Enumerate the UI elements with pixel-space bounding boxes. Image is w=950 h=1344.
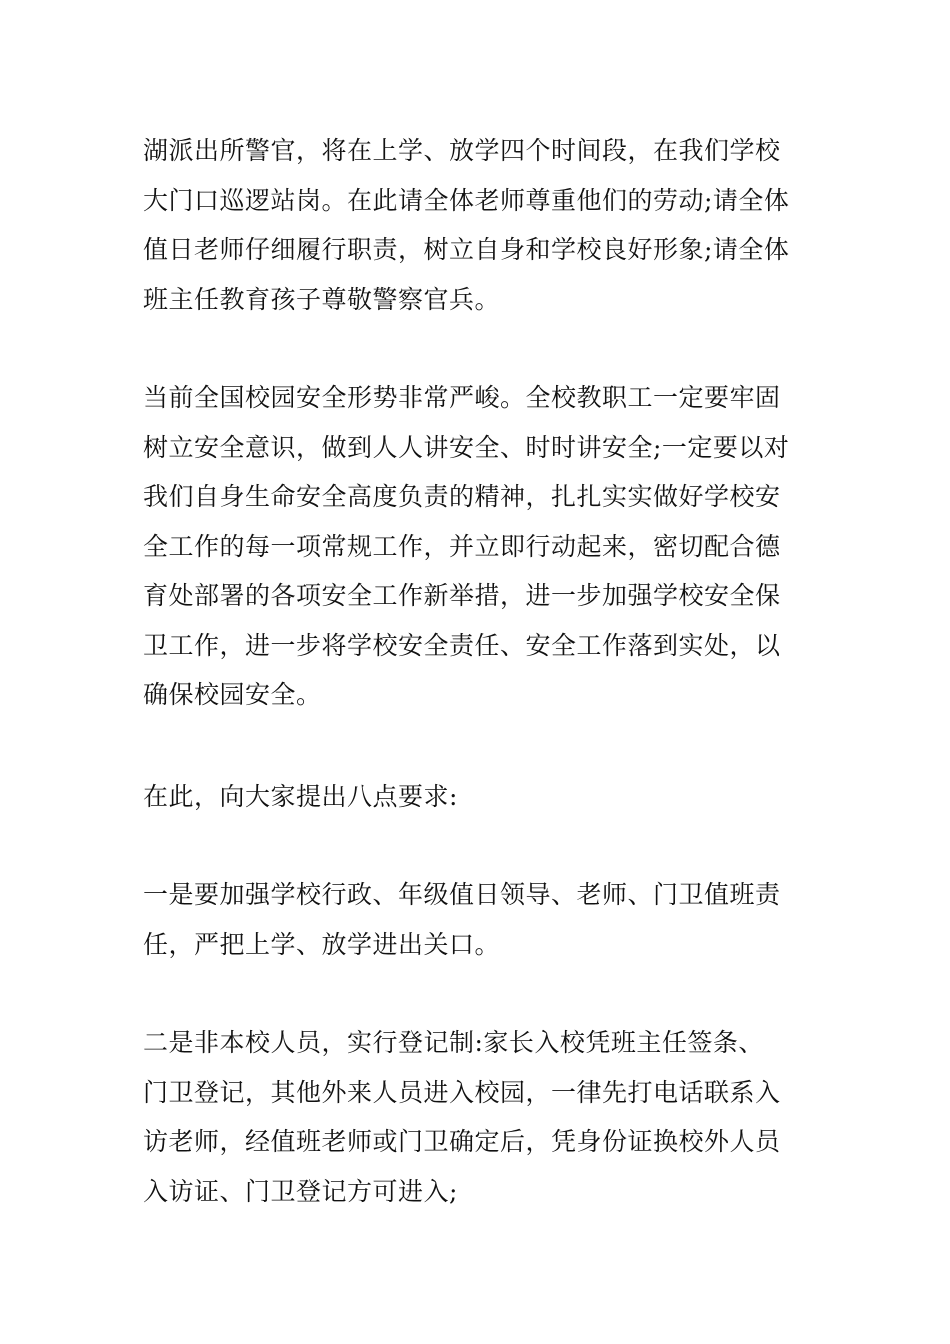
- text-line: 访老师，经值班老师或门卫确定后，凭身份证换校外人员: [143, 1127, 781, 1156]
- text-line: 我们自身生命安全高度负责的精神，扎扎实实做好学校安: [143, 482, 781, 511]
- text-line: 全工作的每一项常规工作，并立即行动起来，密切配合德: [143, 531, 781, 561]
- text-line: 一是要加强学校行政、年级值日领导、老师、门卫值班责: [143, 880, 781, 909]
- paragraph-5: [143, 1018, 813, 1216]
- paragraph-3: [143, 772, 813, 822]
- text-line: 入访证、门卫登记方可进入;: [143, 1176, 458, 1206]
- text-line: 育处部署的各项安全工作新举措，进一步加强学校安全保: [143, 581, 781, 610]
- text-line: 任，严把上学、放学进出关口。: [143, 929, 501, 959]
- paragraph-1: [143, 126, 813, 324]
- text-line: 在此，向大家提出八点要求:: [143, 782, 458, 811]
- paragraph-4: [143, 870, 813, 969]
- text-line: 卫工作，进一步将学校安全责任、安全工作落到实处，以: [143, 630, 781, 660]
- text-line: 当前全国校园安全形势非常严峻。全校教职工一定要牢固: [143, 383, 781, 412]
- text-line: 大门口巡逻站岗。在此请全体老师尊重他们的劳动;请全体: [143, 185, 790, 215]
- text-line: 班主任教育孩子尊敬警察官兵。: [143, 284, 501, 314]
- text-line: 确保校园安全。: [143, 680, 322, 709]
- text-line: 湖派出所警官，将在上学、放学四个时间段，在我们学校: [143, 136, 781, 165]
- text-line: 树立安全意识，做到人人讲安全、时时讲安全;一定要以对: [143, 432, 790, 462]
- paragraph-2: [143, 373, 813, 720]
- text-line: 门卫登记，其他外来人员进入校园，一律先打电话联系入: [143, 1077, 781, 1107]
- text-line: 二是非本校人员，实行登记制:家长入校凭班主任签条、: [143, 1028, 764, 1057]
- text-line: 值日老师仔细履行职责，树立自身和学校良好形象;请全体: [143, 235, 790, 264]
